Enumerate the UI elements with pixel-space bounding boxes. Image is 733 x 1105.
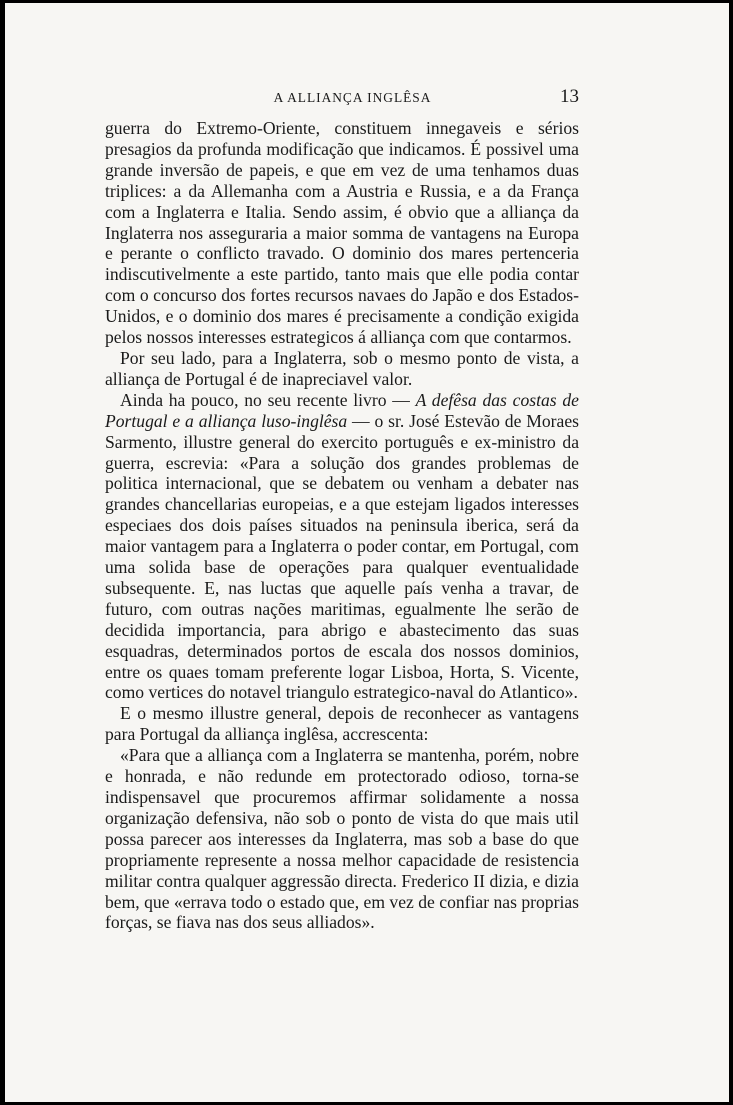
page-header [105,86,579,108]
paragraph: E o mesmo illustre general, depois de reconhecer as vantagens para Portugal da alliança inglêsa, accrescenta: [105,703,579,745]
paragraph-with-citation [105,390,579,704]
citation-lead: Ainda ha pouco, no seu recente livro — [120,389,416,410]
paragraph: guerra do Extremo-Oriente, constituem innegaveis e sérios presagios da profunda modificação que indicamos. É possivel uma grande inversão de papeis, e que em vez de uma tenhamos duas triplices: a da Allemanha com a Austria e Russia, e a da França com a Inglaterra e Italia. Sendo assim, é obvio que a alliança da Inglaterra nos asseguraria a maior somma de vantagens na Europa e perante o conflicto travado. O dominio dos mares pertenceria indiscutivelmente a este partido, tanto mais que elle podia contar com o concurso dos fortes recursos navaes do Japão e dos Estados-Unidos, e o dominio dos mares é precisamente a condição exigida pelos nossos interesses estrategicos á alliança com que contarmos. [105,118,579,348]
citation-quote: — o sr. José Estevão de Moraes Sarmento, illustre general do exercito português e ex-ministro da guerra, escrevia: «Para a solução dos grandes problemas de politica internacional, que se debatem ou venham a debater nas grandes chancellarias europeias, e a que estejam ligados interesses especiaes dos dois países situados na peninsula iberica, será da maior vantagem para a Inglaterra o poder contar, em Portugal, com uma solida base de operações para qualquer eventualidade subsequente. E, nas luctas que aquelle país venha a travar, de futuro, com outras nações maritimas, egualmente lhe serão de decidida importancia, para abrigo e abastecimento das suas esquadras, determinados portos de escala dos nossos dominios, entre os quaes tomam preferente logar Lisboa, Horta, S. Vicente, como vertices do notavel triangulo estrategico-naval do Atlantico». [105,410,579,703]
running-title: A ALLIANÇA INGLÊSA [273,90,432,105]
book-title: A defêsa das costas de Portugal e a alliança luso-inglêsa [105,389,579,431]
page-number: 13 [560,86,579,107]
paragraph: Por seu lado, para a Inglaterra, sob o mesmo ponto de vista, a alliança de Portugal é de inapreciavel valor. [105,347,579,389]
body-text [105,118,579,933]
paragraph: «Para que a alliança com a Inglaterra se mantenha, porém, nobre e honrada, e não redunde em protectorado odioso, torna-se indispensavel que procuremos affirmar solidamente a nossa organização defensiva, não sob o ponto de vista do que mais util possa parecer aos interesses da Inglaterra, mas sob a base do que propriamente represente a nossa melhor capacidade de resistencia militar contra qualquer aggressão directa. Frederico II dizia, e dizia bem, que «errava todo o estado que, em vez de confiar nas proprias forças, se fiava nas dos seus alliados». [105,745,579,933]
